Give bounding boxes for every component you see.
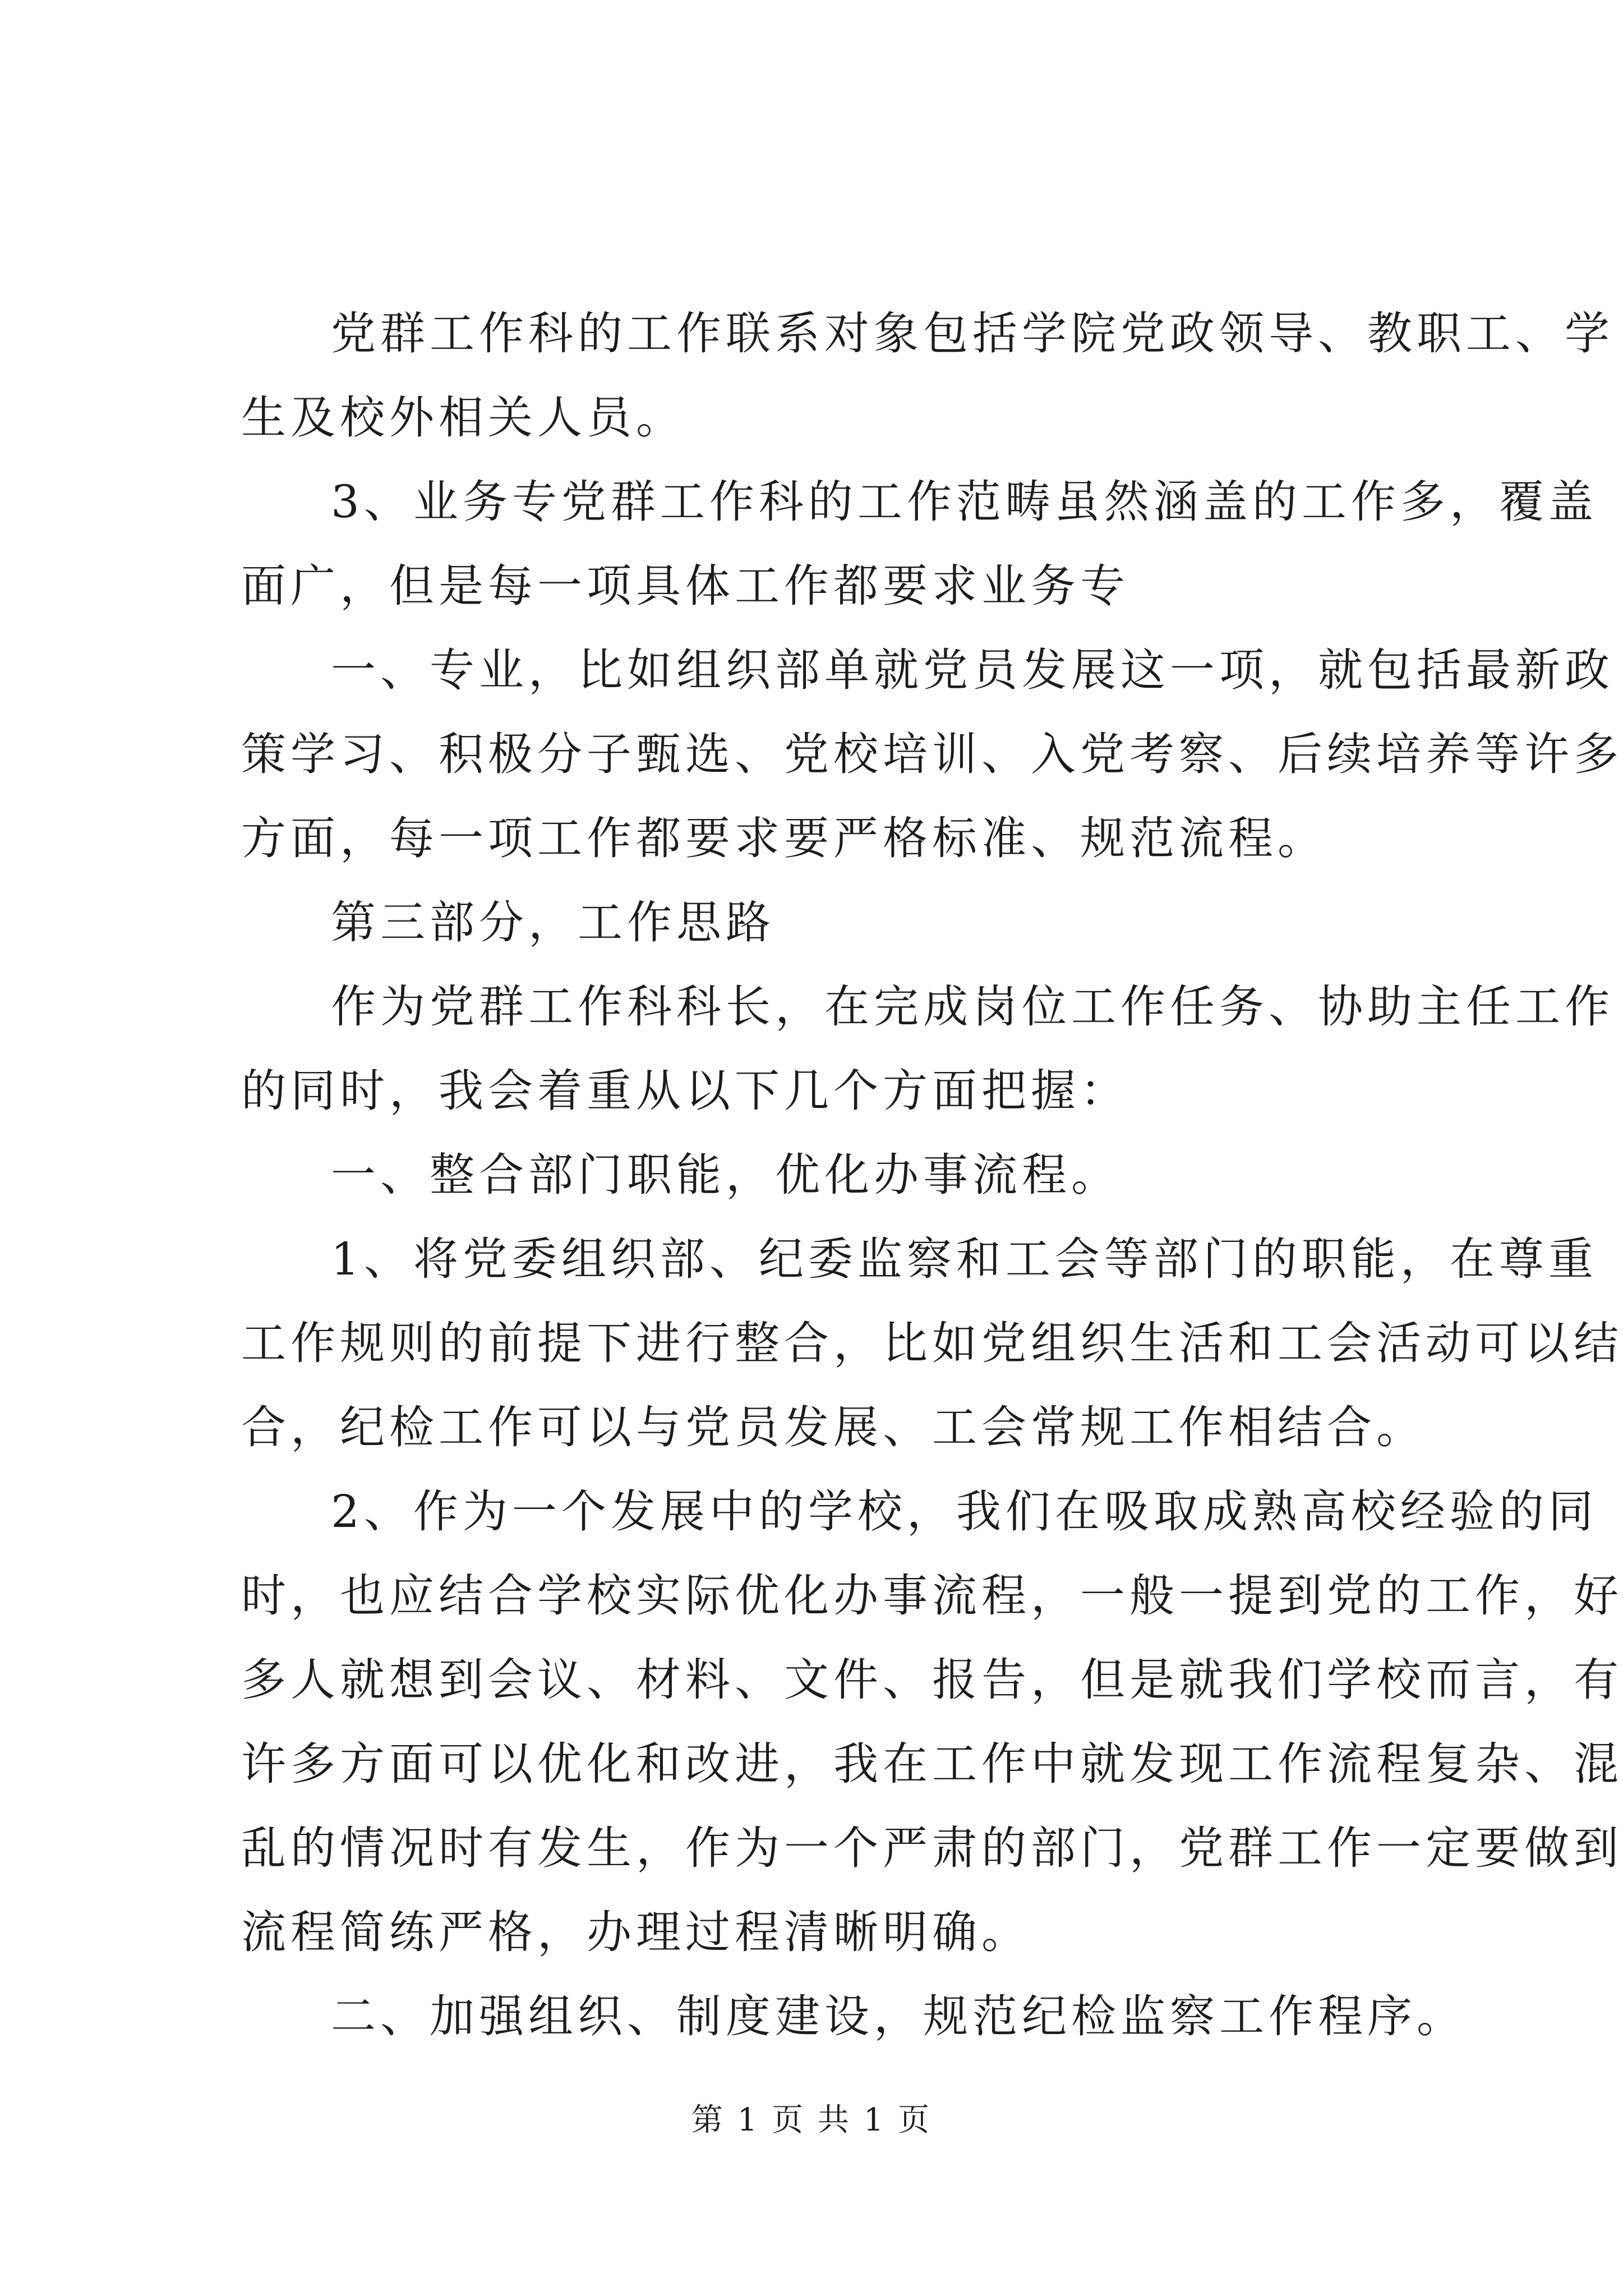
page-number-label: 第 1 页 共 1 页 [691, 2102, 932, 2138]
document-body [241, 292, 1623, 2059]
text-line: 面广，但是每一项具体工作都要求业务专 [241, 560, 1129, 612]
subheading-one [241, 1133, 1436, 1217]
text-line: 的同时，我会着重从以下几个方面把握： [241, 1065, 1129, 1117]
text-line: 二、加强组织、制度建设，规范纪检监察工作程序。 [331, 1990, 1466, 2042]
text-line: 多人就想到会议、材料、文件、报告，但是就我们学校而言，有 [241, 1654, 1623, 1706]
text-line: 许多方面可以优化和改进，我在工作中就发现工作流程复杂、混 [241, 1738, 1623, 1790]
paragraph-4 [241, 965, 1614, 1133]
text-line: 1、将党委组织部、纪委监察和工会等部门的职能，在尊重 [331, 1233, 1598, 1285]
text-line: 策学习、积极分子甄选、党校培训、入党考察、后续培养等许多 [241, 728, 1623, 780]
page-footer [0, 2101, 1623, 2140]
paragraph-1 [241, 292, 1614, 460]
text-line: 3、业务专党群工作科的工作范畴虽然涵盖的工作多，覆盖 [331, 476, 1598, 528]
text-line: 一、专业，比如组织部单就党员发展这一项，就包括最新政 [331, 644, 1614, 696]
text-line: 党群工作科的工作联系对象包括学院党政领导、教职工、学 [331, 307, 1614, 360]
paragraph-6 [241, 1470, 1623, 1975]
text-line: 时，也应结合学校实际优化办事流程，一般一提到党的工作，好 [241, 1570, 1623, 1622]
paragraph-2 [241, 460, 1598, 628]
text-line: 方面，每一项工作都要求要严格标准、规范流程。 [241, 812, 1327, 864]
text-line: 作为党群工作科科长，在完成岗位工作任务、协助主任工作 [331, 981, 1614, 1033]
text-line: 合，纪检工作可以与党员发展、工会常规工作相结合。 [241, 1401, 1426, 1453]
text-line: 2、作为一个发展中的学校，我们在吸取成熟高校经验的同 [331, 1485, 1598, 1538]
text-line: 一、整合部门职能，优化办事流程。 [331, 1149, 1121, 1201]
paragraph-5 [241, 1217, 1623, 1470]
text-line: 流程简练严格，办理过程清晰明确。 [241, 1906, 1031, 1958]
subheading-two [241, 1975, 1466, 2059]
text-line: 生及校外相关人员。 [241, 392, 685, 444]
paragraph-3 [241, 628, 1623, 881]
text-line: 工作规则的前提下进行整合，比如党组织生活和工会活动可以结 [241, 1317, 1623, 1369]
text-line: 乱的情况时有发生，作为一个严肃的部门，党群工作一定要做到 [241, 1822, 1623, 1874]
text-line: 第三部分，工作思路 [331, 896, 775, 949]
section-heading-part-three [241, 881, 1436, 965]
